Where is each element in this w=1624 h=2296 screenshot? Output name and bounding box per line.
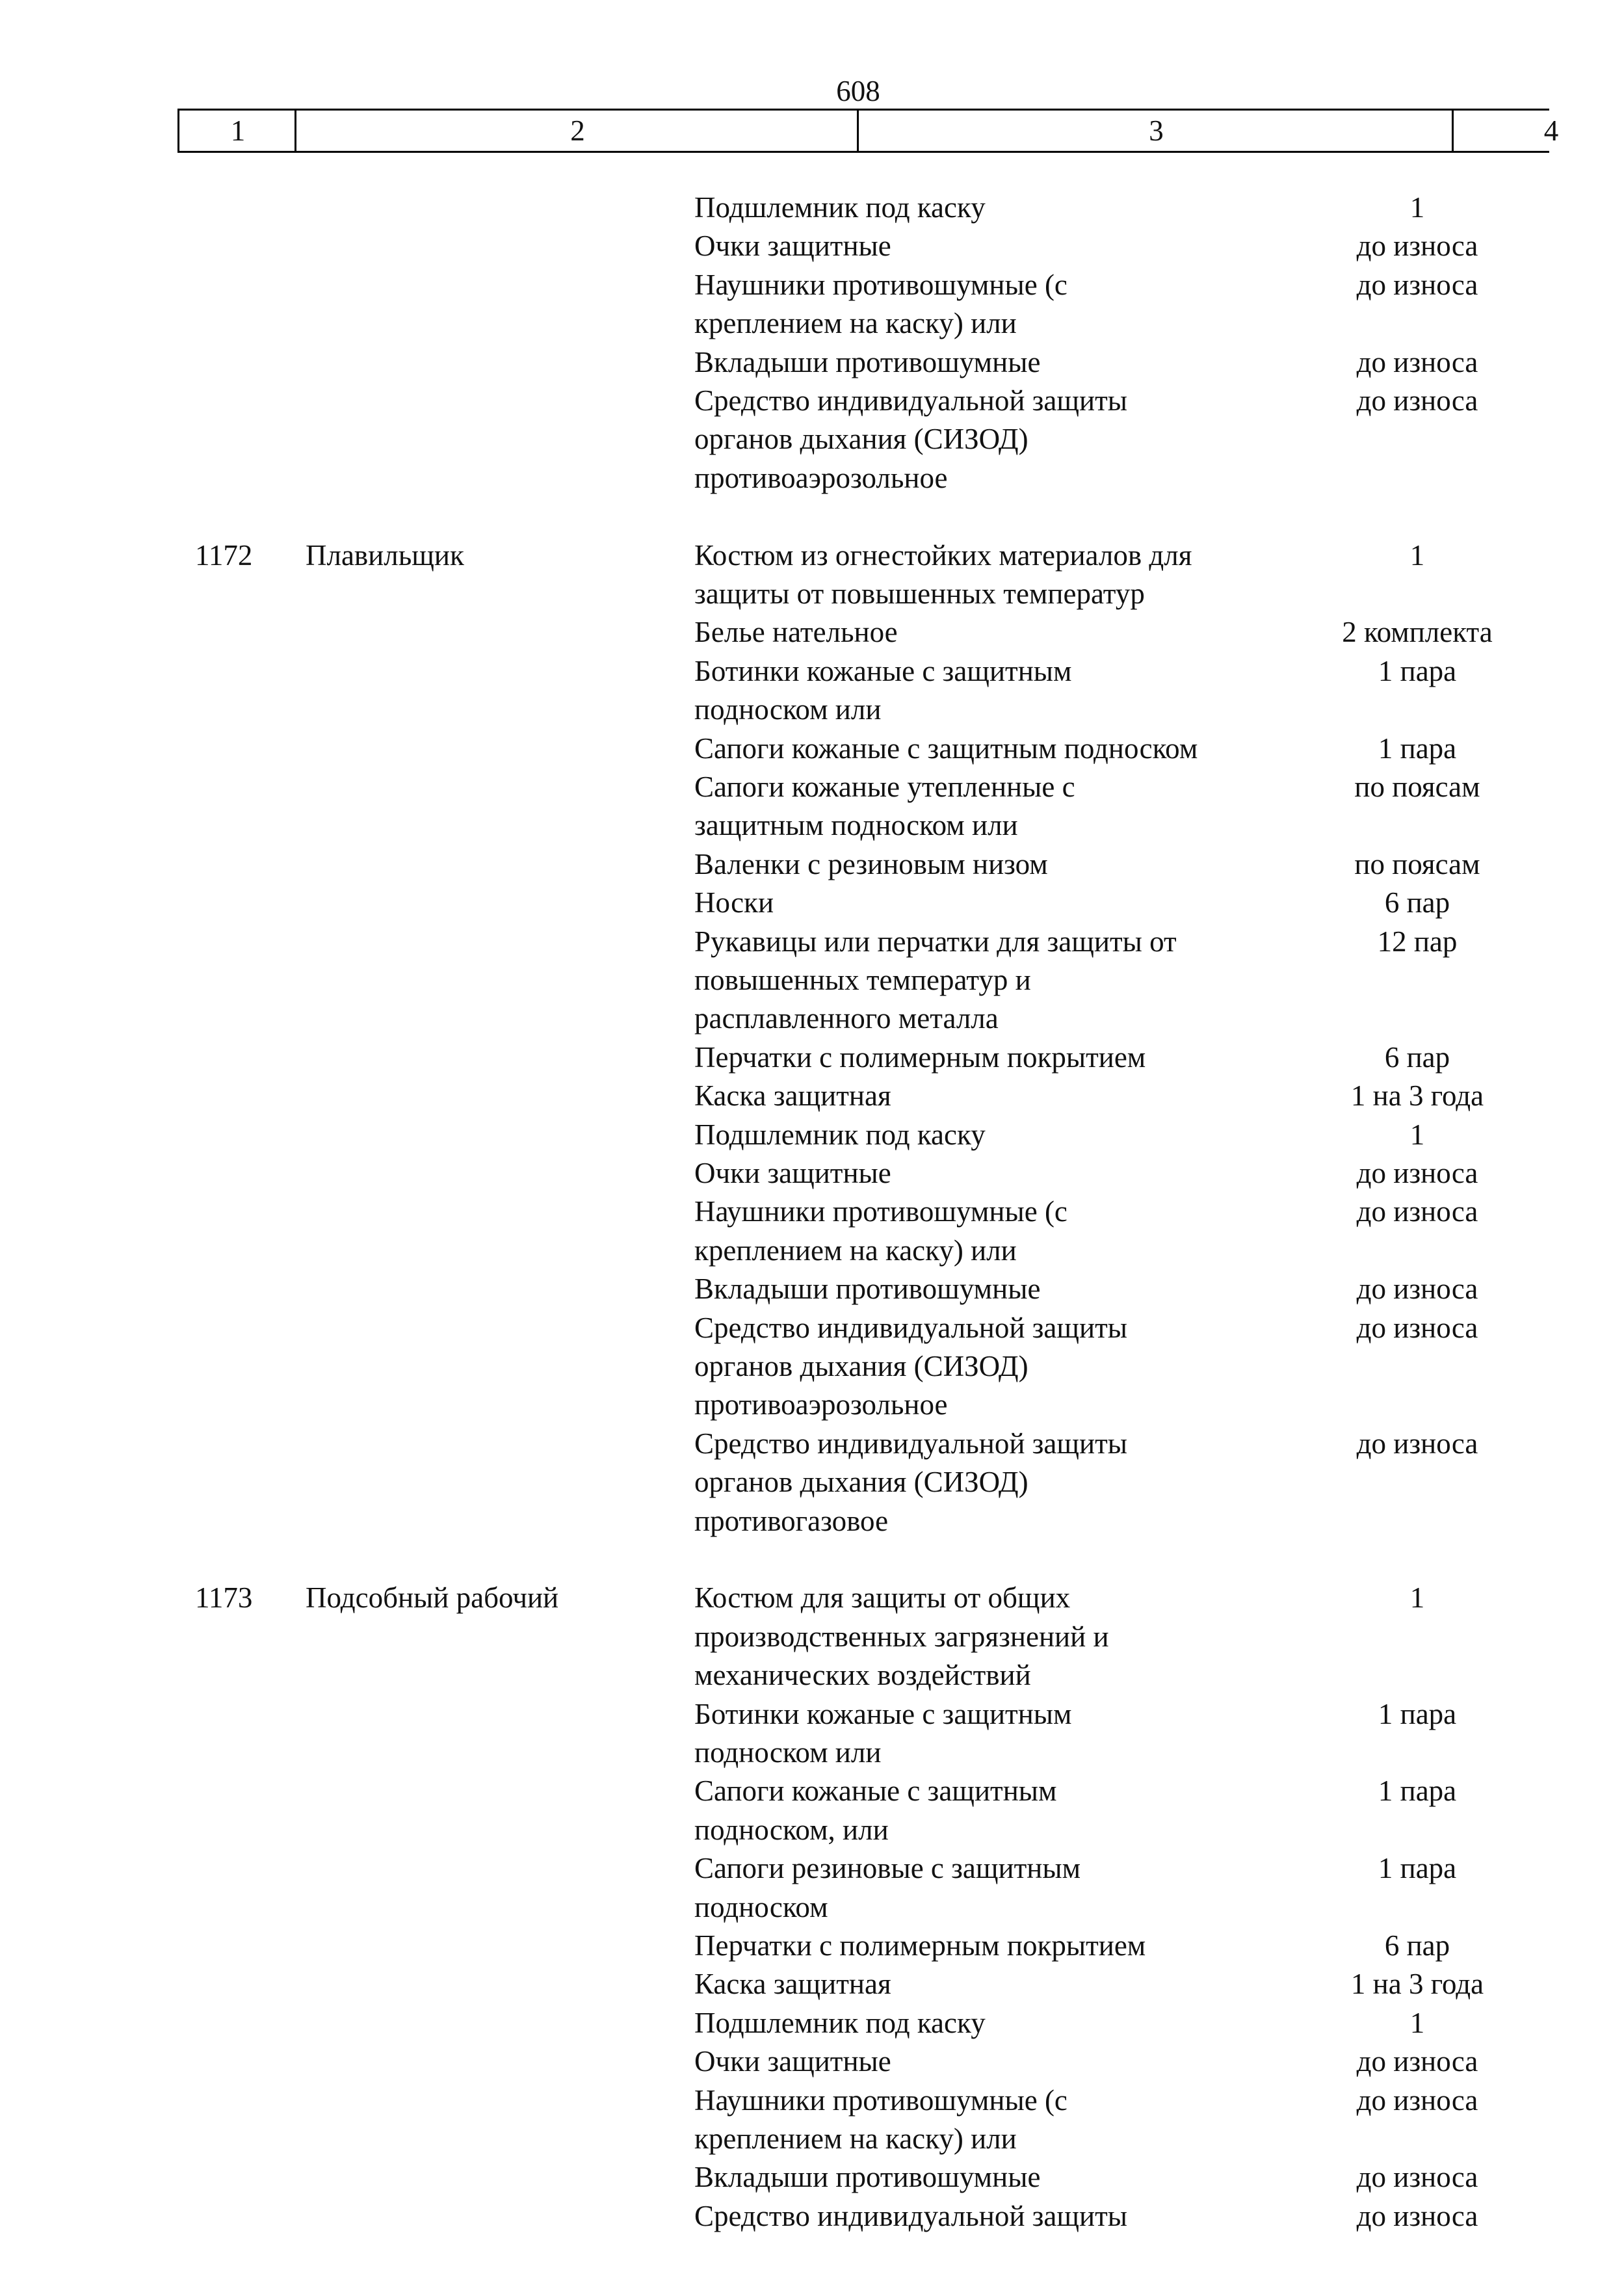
header-col-2: 2 bbox=[295, 111, 859, 151]
entry-1173-item-9-norm: до износа bbox=[1356, 2161, 1478, 2194]
intro-item-4-text: органов дыхания (СИЗОД) bbox=[694, 423, 1028, 456]
entry-1173-item-10-text: Средство индивидуальной защиты bbox=[694, 2199, 1128, 2232]
intro-item-2-norm: до износа bbox=[1356, 268, 1478, 301]
entry-1172-item-8-text: Перчатки с полимерным покрытием bbox=[694, 1040, 1146, 1074]
intro-item-1-norm: до износа bbox=[1356, 230, 1478, 263]
entry-1172-item-7-text: повышенных температур и bbox=[694, 964, 1031, 996]
entry-1173-item-0-text: механических воздействий bbox=[694, 1659, 1031, 1692]
entry-1172-item-3-text: Сапоги кожаные с защитным подноском bbox=[694, 732, 1198, 765]
intro-item-4-norm: до износа bbox=[1356, 384, 1478, 417]
entry-1172-item-3-norm: 1 пара bbox=[1378, 732, 1457, 765]
entry-1172-item-15-text: органов дыхания (СИЗОД) bbox=[694, 1466, 1028, 1499]
entry-1172-item-7-text: расплавленного металла bbox=[694, 1002, 999, 1035]
entry-1172-item-2-norm: 1 пара bbox=[1378, 654, 1457, 687]
entry-1172-item-15-norm: до износа bbox=[1356, 1427, 1478, 1460]
entry-1173-item-0-text: производственных загрязнений и bbox=[694, 1620, 1109, 1653]
entry-1172-item-13-text: Вкладыши противошумные bbox=[694, 1273, 1041, 1306]
entry-1173-item-7-text: Очки защитные bbox=[694, 2045, 891, 2078]
entry-1173-item-1-text: Ботинки кожаные с защитным bbox=[694, 1697, 1072, 1730]
entry-1172-item-14-text: органов дыхания (СИЗОД) bbox=[694, 1350, 1028, 1382]
entry-1173-item-9-text: Вкладыши противошумные bbox=[694, 2161, 1041, 2194]
entry-1172-item-6-norm: 6 пар bbox=[1384, 886, 1450, 919]
entry-1172-item-4-norm: по поясам bbox=[1354, 771, 1480, 803]
entry-1173-item-2-text: подноском, или bbox=[694, 1813, 889, 1846]
entry-1172-item-5-norm: по поясам bbox=[1354, 847, 1480, 880]
entry-1173-item-1-text: подноском или bbox=[694, 1736, 882, 1769]
entry-1173-item-3-text: Сапоги резиновые с защитным bbox=[694, 1852, 1081, 1885]
entry-1172-item-8-norm: 6 пар bbox=[1384, 1040, 1450, 1074]
header-col-4-label: 4 bbox=[1543, 114, 1559, 147]
entry-1172-item-10-norm: 1 bbox=[1409, 1118, 1425, 1151]
intro-item-3-norm: до износа bbox=[1356, 345, 1478, 378]
entry-1173-item-8-text: Наушники противошумные (с bbox=[694, 2083, 1067, 2117]
intro-item-2-text: креплением на каску) или bbox=[694, 307, 1017, 340]
entry-1172-item-4-text: защитным подноском или bbox=[694, 809, 1018, 842]
entry-1172-item-14-text: противоаэрозольное bbox=[694, 1388, 948, 1421]
entry-1173-item-0-norm: 1 bbox=[1409, 1581, 1425, 1615]
intro-item-4-text: Средство индивидуальной защиты bbox=[694, 384, 1128, 417]
intro-item-0-norm: 1 bbox=[1409, 191, 1425, 224]
entry-1173-item-1-norm: 1 пара bbox=[1378, 1697, 1457, 1730]
header-col-1: 1 bbox=[177, 111, 296, 151]
table-header-row bbox=[177, 109, 1559, 153]
entry-1172-item-7-norm: 12 пар bbox=[1377, 925, 1458, 958]
entry-1172-item-0-text: Костюм из огнестойких материалов для bbox=[694, 538, 1192, 572]
entry-1172-item-10-text: Подшлемник под каску bbox=[694, 1118, 986, 1151]
entry-1173-item-4-norm: 6 пар bbox=[1384, 1929, 1450, 1962]
entry-1172-item-12-text: креплением на каску) или bbox=[694, 1234, 1017, 1267]
intro-item-2-text: Наушники противошумные (с bbox=[694, 268, 1067, 301]
entry-1173-item-5-norm: 1 на 3 года bbox=[1350, 1968, 1484, 2001]
entry-1172-item-15-text: противогазовое bbox=[694, 1504, 889, 1537]
entry-1173-item-3-text: подноском bbox=[694, 1890, 828, 1923]
intro-item-1-text: Очки защитные bbox=[694, 230, 891, 263]
entry-1172-item-11-text: Очки защитные bbox=[694, 1157, 891, 1189]
entry-1172-item-5-text: Валенки с резиновым низом bbox=[694, 847, 1048, 880]
intro-item-4-text: противоаэрозольное bbox=[694, 461, 948, 494]
entry-1172-item-2-text: подноском или bbox=[694, 693, 882, 726]
entry-1172-item-1-text: Белье нательное bbox=[694, 616, 898, 649]
entry-1173-item-2-text: Сапоги кожаные с защитным bbox=[694, 1775, 1057, 1808]
entry-1173-item-5-text: Каска защитная bbox=[694, 1968, 891, 2001]
entry-1172-item-1-norm: 2 комплекта bbox=[1342, 616, 1493, 649]
entry-1172-number: 1172 bbox=[195, 538, 253, 572]
entry-1172-item-7-text: Рукавицы или перчатки для защиты от bbox=[694, 925, 1177, 958]
entry-1173-item-4-text: Перчатки с полимерным покрытием bbox=[694, 1929, 1146, 1962]
entry-1173-item-8-text: креплением на каску) или bbox=[694, 2122, 1017, 2155]
entry-1173-item-10-norm: до износа bbox=[1356, 2199, 1478, 2232]
intro-item-3-text: Вкладыши противошумные bbox=[694, 345, 1041, 378]
entry-1172-item-11-norm: до износа bbox=[1356, 1157, 1478, 1189]
entry-1173-item-2-norm: 1 пара bbox=[1378, 1775, 1457, 1808]
entry-1172-item-14-text: Средство индивидуальной защиты bbox=[694, 1311, 1128, 1344]
entry-1173-item-6-text: Подшлемник под каску bbox=[694, 2006, 986, 2039]
entry-1172-item-4-text: Сапоги кожаные утепленные с bbox=[694, 771, 1075, 803]
header-col-4 bbox=[1452, 111, 1559, 151]
entry-1173-item-7-norm: до износа bbox=[1356, 2045, 1478, 2078]
entry-1172-item-14-norm: до износа bbox=[1356, 1311, 1478, 1344]
entry-1172-item-9-text: Каска защитная bbox=[694, 1079, 891, 1113]
entry-1172-item-6-text: Носки bbox=[694, 886, 774, 919]
header-col-3: 3 bbox=[857, 111, 1454, 151]
entry-1173-item-8-norm: до износа bbox=[1356, 2083, 1478, 2117]
intro-item-0-text: Подшлемник под каску bbox=[694, 191, 986, 224]
entry-1173-item-6-norm: 1 bbox=[1409, 2006, 1425, 2039]
entry-1172-item-15-text: Средство индивидуальной защиты bbox=[694, 1427, 1128, 1460]
entry-1173-number: 1173 bbox=[195, 1581, 253, 1615]
entry-1172-item-0-norm: 1 bbox=[1409, 538, 1425, 572]
entry-1172-item-12-text: Наушники противошумные (с bbox=[694, 1195, 1067, 1228]
entry-1172-item-13-norm: до износа bbox=[1356, 1273, 1478, 1306]
entry-1172-item-9-norm: 1 на 3 года bbox=[1350, 1079, 1484, 1113]
entry-1172-item-0-text: защиты от повышенных температур bbox=[694, 577, 1145, 610]
entry-1172-item-2-text: Ботинки кожаные с защитным bbox=[694, 654, 1072, 687]
entry-1173-item-3-norm: 1 пара bbox=[1378, 1852, 1457, 1885]
page-number: 608 bbox=[836, 75, 880, 107]
entry-1172-profession: Плавильщик bbox=[306, 538, 464, 572]
entry-1172-item-12-norm: до износа bbox=[1356, 1195, 1478, 1228]
entry-1173-profession: Подсобный рабочий bbox=[306, 1581, 559, 1615]
entry-1173-item-0-text: Костюм для защиты от общих bbox=[694, 1581, 1071, 1615]
